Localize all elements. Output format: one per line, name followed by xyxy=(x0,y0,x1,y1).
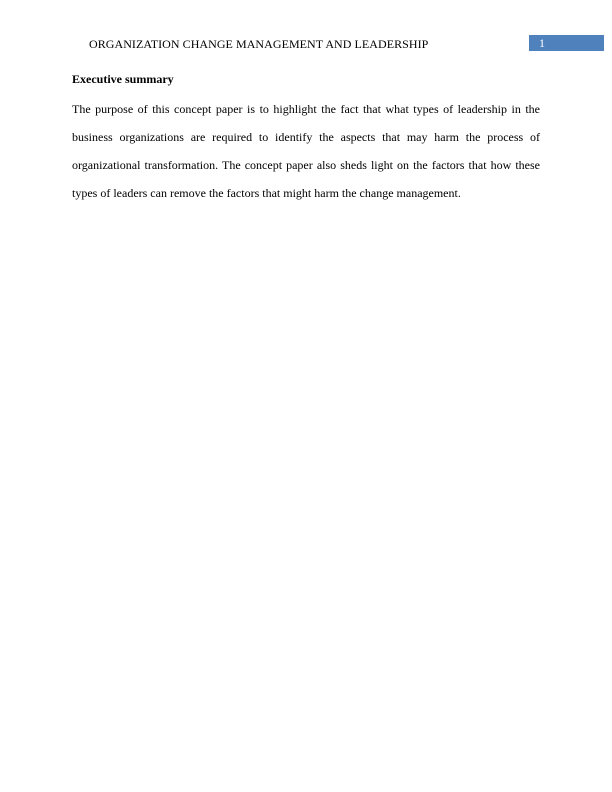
executive-summary-paragraph: The purpose of this concept paper is to highlight the fact that what types of leadership in the business organizations are required to identify the aspects that may harm the process of organizational transformation. The concept paper also sheds light on the factors that how these types of leaders can remove the factors that might harm the change management. xyxy=(72,102,540,200)
page-number-badge: 1 xyxy=(529,35,604,51)
section-heading: Executive summary xyxy=(72,72,174,86)
running-head-title: ORGANIZATION CHANGE MANAGEMENT AND LEADERSHIP xyxy=(89,37,429,51)
